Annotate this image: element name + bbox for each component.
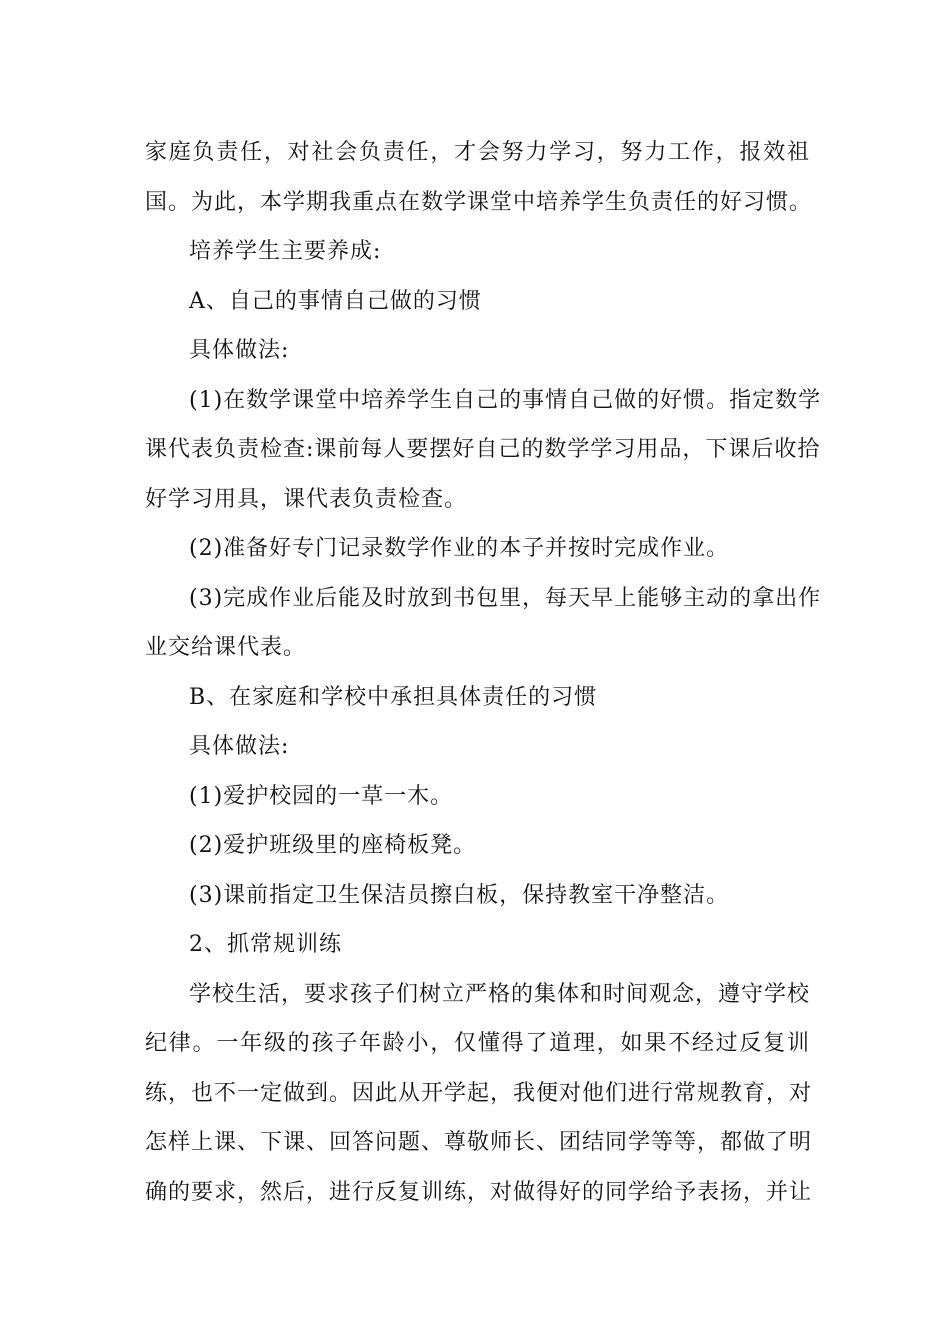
paragraph-line: 练，也不一定做到。因此从开学起，我便对他们进行常规教育，对: [145, 1080, 813, 1106]
paragraph-line: 确的要求，然后，进行反复训练，对做得好的同学给予表扬，并让: [145, 1179, 813, 1205]
paragraph-line: 学校生活，要求孩子们树立严格的集体和时间观念，遵守学校: [189, 981, 811, 1007]
list-item: (1)在数学课堂中培养学生自己的事情自己做的好惯。指定数学: [189, 387, 822, 413]
document-body: [145, 128, 822, 1217]
method-label: 具体做法:: [189, 734, 290, 759]
section-label: 培养学生主要养成:: [189, 239, 382, 264]
paragraph-line: 课代表负责检查:课前每人要摆好自己的数学学习用品，下课后收拾: [145, 437, 821, 462]
list-item: (3)课前指定卫生保洁员擦白板，保持教室干净整洁。: [189, 882, 730, 908]
paragraph-line: 纪律。一年级的孩子年龄小，仅懂得了道理，如果不经过反复训: [145, 1031, 810, 1056]
list-item: (3)完成作业后能及时放到书包里，每天早上能够主动的拿出作: [189, 585, 822, 611]
section-heading-b: B、在家庭和学校中承担具体责任的习惯: [189, 684, 598, 710]
paragraph-line: 国。为此，本学期我重点在数学课堂中培养学生负责任的好习惯。: [145, 189, 813, 215]
list-item: (2)准备好专门记录数学作业的本子并按时完成作业。: [189, 536, 730, 561]
method-label: 具体做法:: [189, 338, 290, 363]
list-item: (1)爱护校园的一草一木。: [189, 783, 454, 809]
paragraph-line: 好学习用具，课代表负责检查。: [145, 486, 468, 512]
list-item: (2)爱护班级里的座椅板凳。: [189, 833, 477, 858]
paragraph-line: 怎样上课、下课、回答问题、尊敬师长、团结同学等等，都做了明: [145, 1130, 813, 1155]
paragraph-line: 业交给课代表。: [145, 635, 307, 660]
section-heading-a: A、自己的事情自己做的习惯: [189, 288, 482, 314]
paragraph-line: 家庭负责任，对社会负责任，才会努力学习，努力工作，报效祖: [145, 140, 810, 165]
section-heading-2: 2、抓常规训练: [189, 932, 342, 957]
